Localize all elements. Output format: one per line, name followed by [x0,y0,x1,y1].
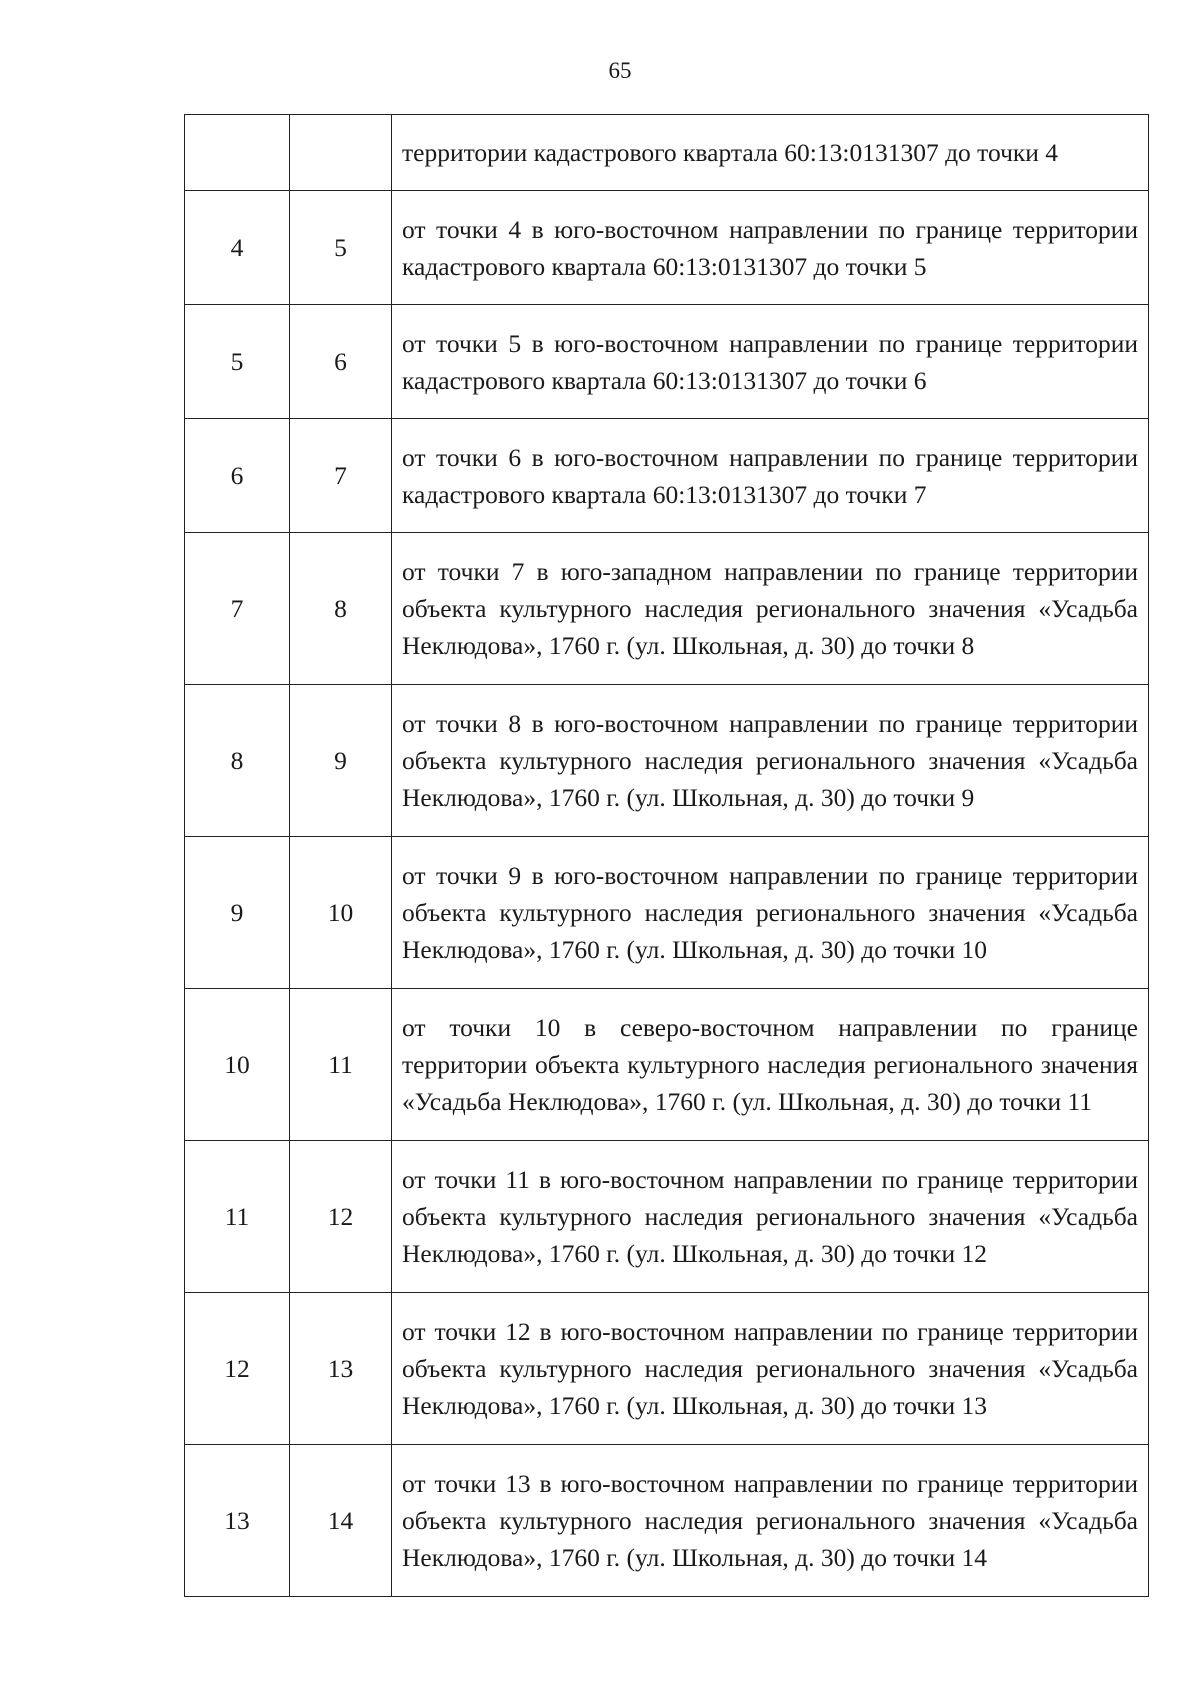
table-row [185,1445,1149,1597]
point-from-cell: 6 [185,419,290,533]
point-from-cell: 11 [185,1141,290,1293]
point-to-cell: 8 [290,533,392,685]
table-row [185,419,1149,533]
table-row [185,305,1149,419]
point-to-cell: 11 [290,989,392,1141]
point-to-cell: 9 [290,685,392,837]
description-cell: от точки 11 в юго-восточном направлении по границе территории объекта культурного наследия регионального значения «Усадьба Неклюдова», 1760 г. (ул. Школьная, д. 30) до точки 12 [392,1141,1149,1293]
table-row [185,685,1149,837]
point-from-cell: 10 [185,989,290,1141]
description-cell: от точки 12 в юго-восточном направлении по границе территории объекта культурного наследия регионального значения «Усадьба Неклюдова», 1760 г. (ул. Школьная, д. 30) до точки 13 [392,1293,1149,1445]
point-to-cell: 5 [290,191,392,305]
point-to-cell: 13 [290,1293,392,1445]
table-row [185,533,1149,685]
description-cell: от точки 4 в юго-восточном направлении по границе территории кадастрового квартала 60:13:0131307 до точки 5 [392,191,1149,305]
point-to-cell: 14 [290,1445,392,1597]
table-row [185,191,1149,305]
description-cell: от точки 13 в юго-восточном направлении по границе территории объекта культурного наследия регионального значения «Усадьба Неклюдова», 1760 г. (ул. Школьная, д. 30) до точки 14 [392,1445,1149,1597]
description-cell: от точки 7 в юго-западном направлении по границе территории объекта культурного наследия регионального значения «Усадьба Неклюдова», 1760 г. (ул. Школьная, д. 30) до точки 8 [392,533,1149,685]
point-from-cell: 12 [185,1293,290,1445]
boundary-table [184,114,1149,1597]
point-to-cell: 7 [290,419,392,533]
point-from-cell: 7 [185,533,290,685]
point-from-cell: 13 [185,1445,290,1597]
description-cell: от точки 9 в юго-восточном направлении по границе территории объекта культурного наследия регионального значения «Усадьба Неклюдова», 1760 г. (ул. Школьная, д. 30) до точки 10 [392,837,1149,989]
description-cell: от точки 6 в юго-восточном направлении по границе территории кадастрового квартала 60:13:0131307 до точки 7 [392,419,1149,533]
description-cell: территории кадастрового квартала 60:13:0131307 до точки 4 [392,115,1149,191]
description-cell: от точки 8 в юго-восточном направлении по границе территории объекта культурного наследия регионального значения «Усадьба Неклюдова», 1760 г. (ул. Школьная, д. 30) до точки 9 [392,685,1149,837]
point-from-cell: 9 [185,837,290,989]
table-row [185,989,1149,1141]
point-from-cell: 8 [185,685,290,837]
point-to-cell [290,115,392,191]
description-cell: от точки 10 в северо-восточном направлении по границе территории объекта культурного наследия регионального значения «Усадьба Неклюдова», 1760 г. (ул. Школьная, д. 30) до точки 11 [392,989,1149,1141]
point-to-cell: 6 [290,305,392,419]
table-row [185,1293,1149,1445]
point-from-cell: 4 [185,191,290,305]
point-to-cell: 10 [290,837,392,989]
page-number: 65 [608,58,632,83]
point-from-cell: 5 [185,305,290,419]
table-row [185,1141,1149,1293]
point-to-cell: 12 [290,1141,392,1293]
table-row [185,115,1149,191]
point-from-cell [185,115,290,191]
description-cell: от точки 5 в юго-восточном направлении по границе территории кадастрового квартала 60:13:0131307 до точки 6 [392,305,1149,419]
table-row [185,837,1149,989]
